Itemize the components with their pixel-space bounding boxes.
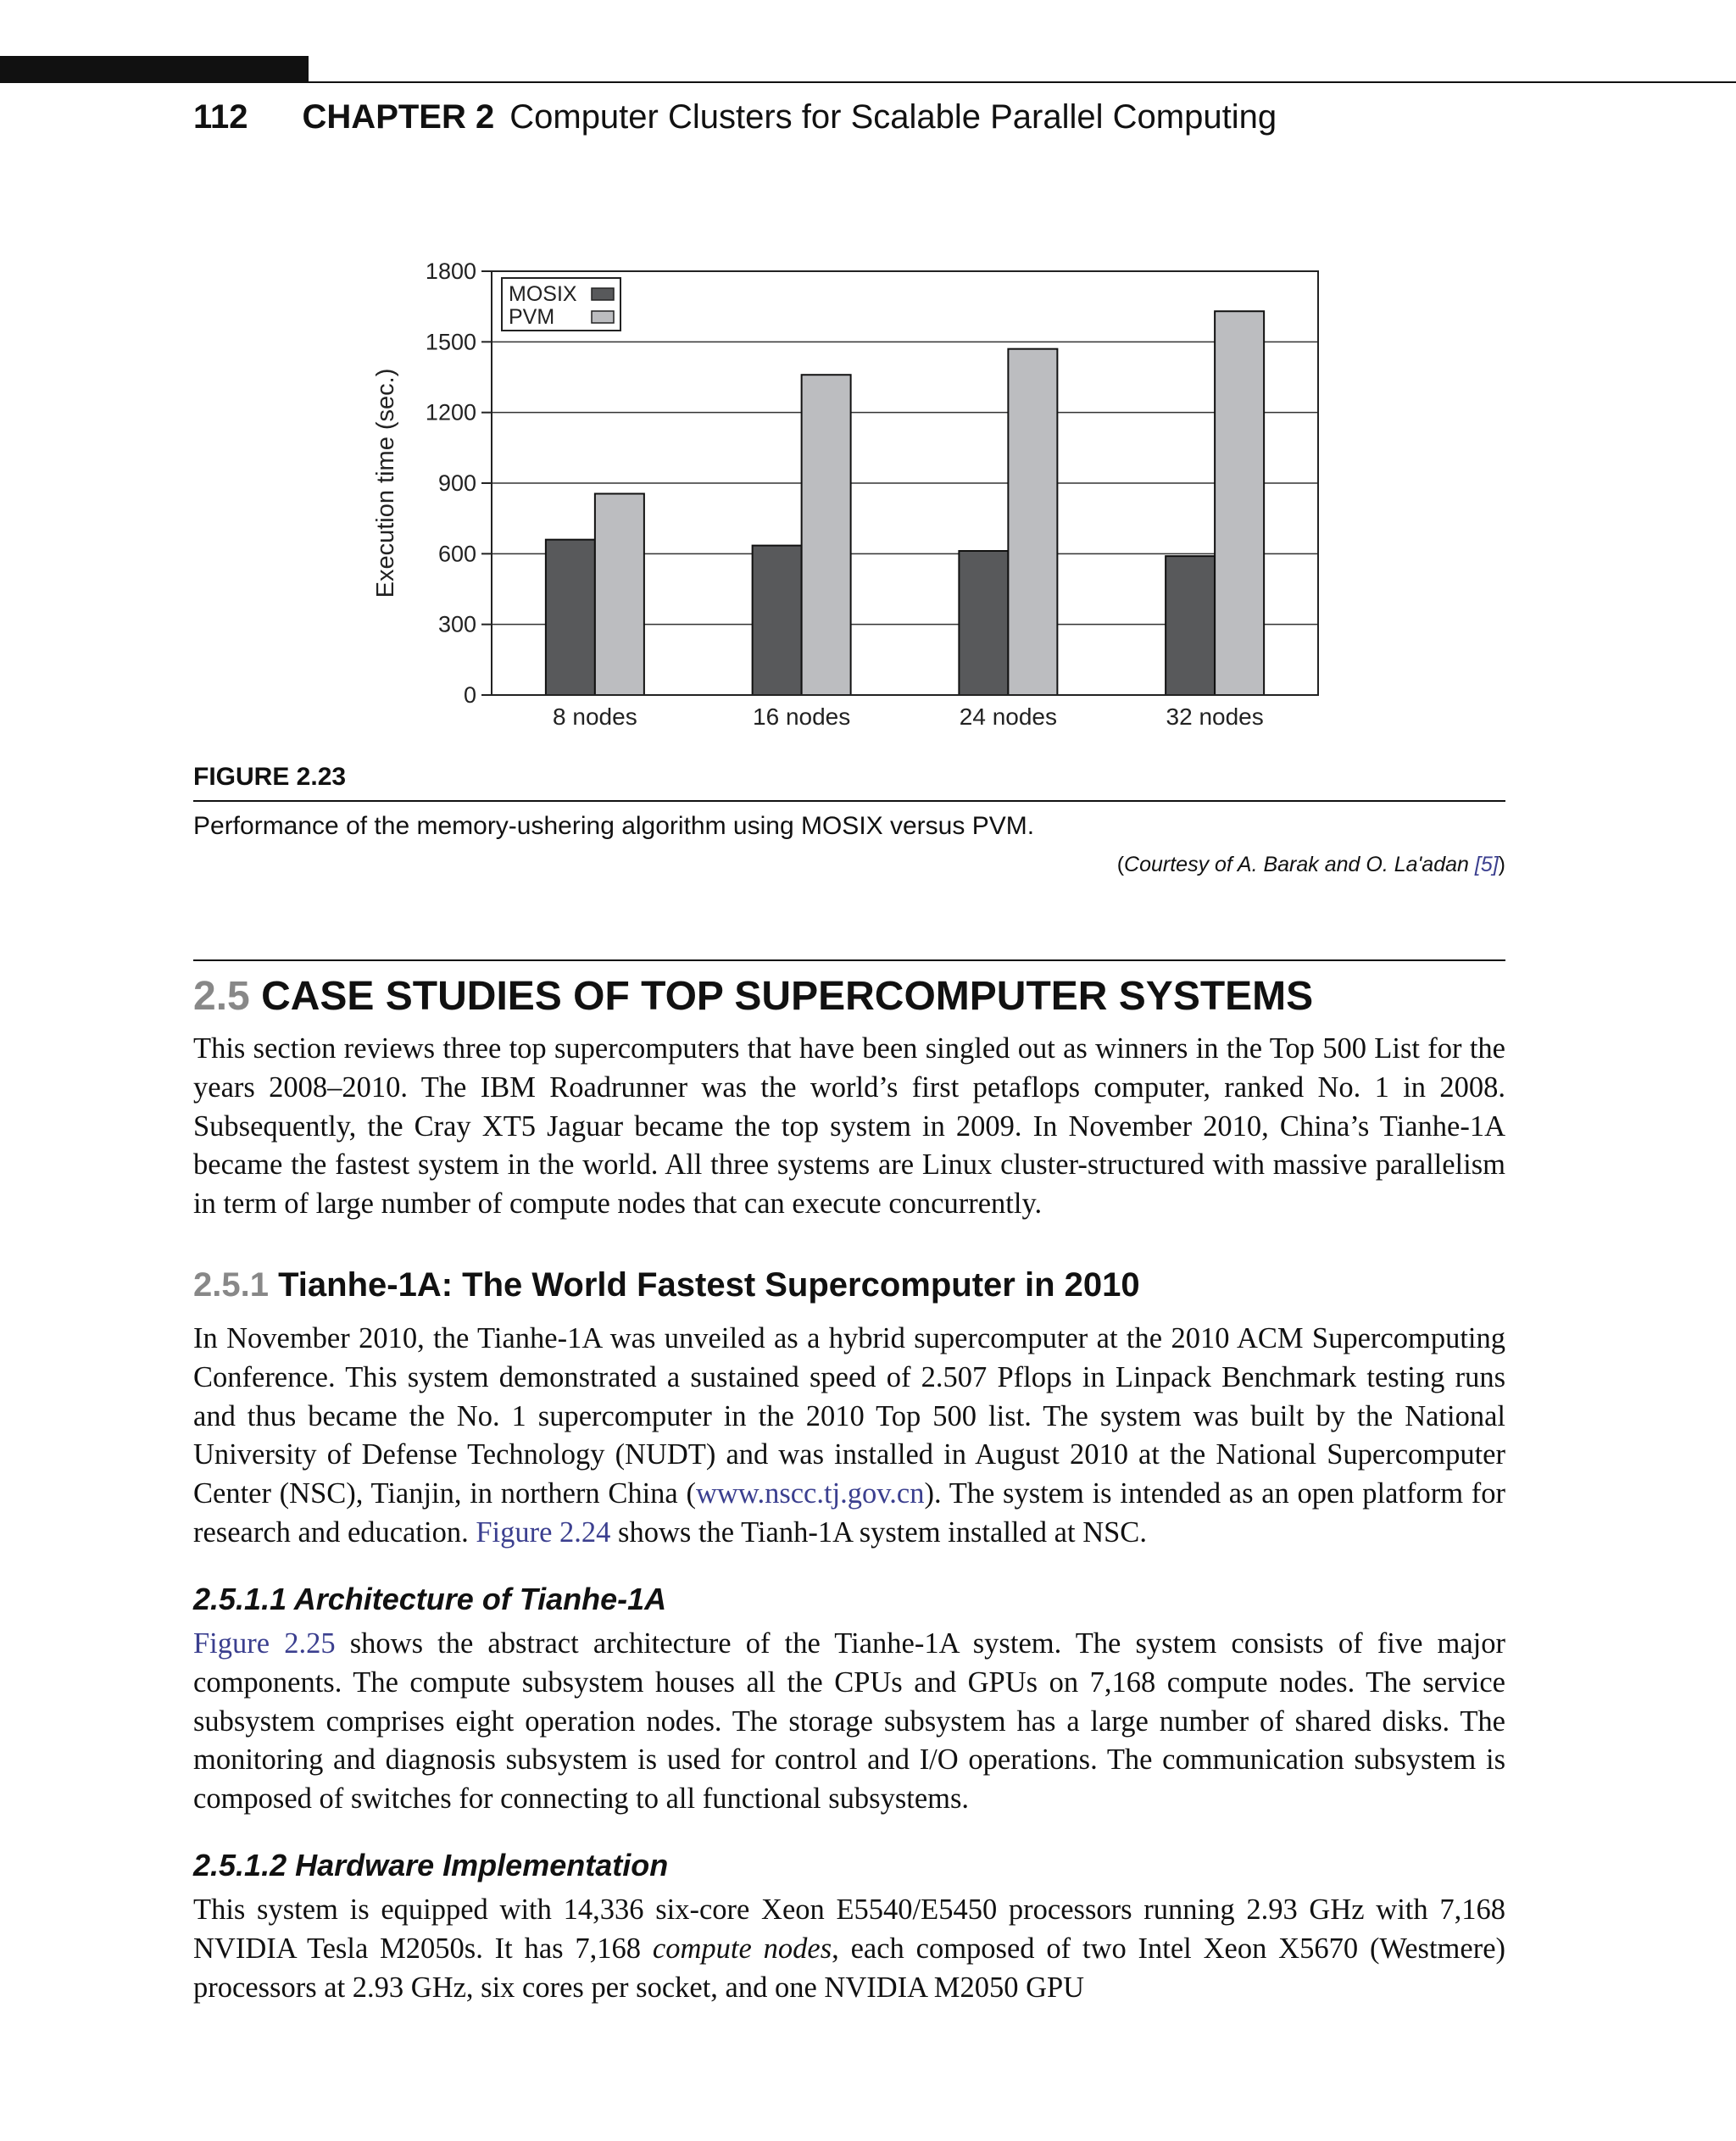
figure-caption: Performance of the memory-ushering algorithm using MOSIX versus PVM. <box>193 812 1035 840</box>
figure-label: FIGURE 2.23 <box>193 763 347 791</box>
credit-text: Courtesy of A. Barak and O. La'adan <box>1124 853 1469 876</box>
legend-label-mosix: MOSIX <box>509 282 577 306</box>
page-number: 112 <box>193 98 248 136</box>
x-tick-label: 32 nodes <box>1166 703 1264 730</box>
architecture-paragraph <box>193 1625 1505 1819</box>
header-rule <box>309 81 1736 83</box>
header-black-bar <box>0 56 309 83</box>
y-tick-label: 1500 <box>425 329 476 355</box>
x-tick-label: 8 nodes <box>553 703 637 730</box>
running-head <box>193 92 1277 142</box>
chapter-title: Computer Clusters for Scalable Parallel Computing <box>509 98 1277 136</box>
compute-nodes-emphasis: compute nodes <box>652 1932 832 1965</box>
architecture-heading: 2.5.1.1 Architecture of Tianhe-1A <box>193 1582 667 1616</box>
tianhe-paragraph <box>193 1320 1505 1553</box>
section-rule <box>193 959 1505 961</box>
chapter-label: CHAPTER 2 <box>302 98 495 136</box>
bar-pvm-16-nodes <box>802 375 851 695</box>
bar-mosix-8-nodes <box>546 540 595 695</box>
y-tick-label: 900 <box>437 470 476 496</box>
bar-mosix-16-nodes <box>753 546 802 695</box>
x-axis-ticks <box>553 703 1264 730</box>
figure-credit: (Courtesy of A. Barak and O. La'adan [5]) <box>1116 853 1505 876</box>
subsection-number: 2.5.1 <box>193 1266 269 1304</box>
hardware-heading: 2.5.1.2 Hardware Implementation <box>193 1848 669 1882</box>
y-axis-label: Execution time (sec.) <box>372 368 399 598</box>
figure-rule <box>193 800 1505 802</box>
tianhe-text-3: shows the Tianh-1A system installed at NSC. <box>610 1515 1147 1549</box>
hardware-text-2: , each composed of two Intel Xeon X5670 (Westmere) processors at 2.93 GHz, six cores per socket, and one NVIDIA M2050 GPU <box>193 1932 1505 2004</box>
bar-mosix-24-nodes <box>959 551 1008 695</box>
y-tick-label: 1800 <box>425 259 476 284</box>
x-tick-label: 24 nodes <box>959 703 1057 730</box>
section-intro-paragraph: This section reviews three top supercomputers that have been singled out as winners in the Top 500 List for the years 2008–2010. The IBM Roadrunner was the world’s first petaflops computer, ranked No. 1 in 2008. Subsequently, the Cray XT5 Jaguar became the top system in 2009. In November 2010, China’s Tianhe-1A became the fastest system in the world. All three systems are Linux cluster-structured with massive parallelism in term of large number of compute nodes that can execute concurrently. <box>193 1032 1505 1221</box>
x-tick-label: 16 nodes <box>753 703 851 730</box>
subsection-heading <box>193 1266 1140 1304</box>
bar-chart <box>364 246 1339 737</box>
section-heading <box>193 973 1313 1020</box>
figure-2-25-link[interactable]: Figure 2.25 <box>193 1627 336 1660</box>
subsection-title: Tianhe-1A: The World Fastest Supercomputer in 2010 <box>278 1266 1140 1304</box>
hardware-text-1: This system is equipped with 14,336 six-core Xeon E5540/E5450 processors running 2.93 GHz with 7,168 NVIDIA Tesla M2050s. It has 7,168 <box>193 1894 1505 1965</box>
tianhe-text-1: In November 2010, the Tianhe-1A was unveiled as a hybrid supercomputer at the 2010 ACM Supercomputing Conference. This system demonstrated a sustained speed of 2.507 Pflops in Linpack Benchmark testing runs and thus became the No. 1 supercomputer in the 2010 Top 500 list. The system was built by the National University of Defense Technology (NUDT) and was installed in August 2010 at the National Supercomputer Center (NSC), Tianjin, in northern China ( <box>193 1322 1505 1510</box>
y-tick-label: 1200 <box>425 399 476 425</box>
chart-legend <box>502 278 620 331</box>
nscc-url-link[interactable]: www.nscc.tj.gov.cn <box>695 1477 925 1510</box>
figure-2-24-link[interactable]: Figure 2.24 <box>476 1515 611 1549</box>
bar-pvm-8-nodes <box>595 494 644 696</box>
bar-pvm-24-nodes <box>1008 349 1057 695</box>
bar-pvm-32-nodes <box>1215 311 1264 695</box>
y-tick-label: 300 <box>437 611 476 637</box>
y-tick-label: 600 <box>437 541 476 567</box>
architecture-text: shows the abstract architecture of the Tianhe-1A system. The system consists of five major components. The compute subsystem houses all the CPUs and GPUs on 7,168 compute nodes. The service subsystem comprises eight operation nodes. The storage subsystem has a large number of shared disks. The monitoring and diagnosis subsystem is used for control and I/O operations. The communication subsystem is composed of switches for connecting to all functional subsystems. <box>193 1627 1505 1816</box>
tianhe-text-2: ). The system is intended as an open platform for research and education. <box>193 1477 1505 1549</box>
legend-swatch-pvm <box>592 311 614 323</box>
credit-reference-link[interactable]: [5] <box>1474 853 1499 876</box>
legend-label-pvm: PVM <box>509 305 555 329</box>
legend-swatch-mosix <box>592 288 614 300</box>
y-tick-label: 0 <box>463 682 476 708</box>
section-number: 2.5 <box>193 974 250 1019</box>
bar-mosix-32-nodes <box>1166 556 1215 695</box>
hardware-paragraph <box>193 1891 1505 2007</box>
chart-bars <box>546 311 1264 695</box>
y-axis-ticks <box>426 259 492 708</box>
section-title: CASE STUDIES OF TOP SUPERCOMPUTER SYSTEMS <box>261 974 1314 1019</box>
